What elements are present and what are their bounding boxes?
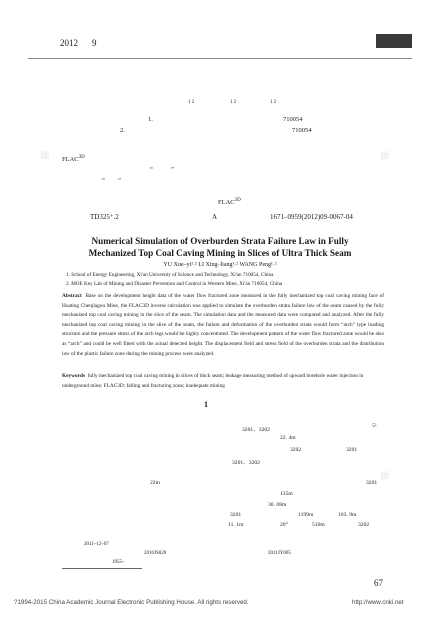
header-rule	[28, 58, 412, 59]
author-mark-3: 1 2	[270, 100, 277, 105]
body-fragment: 135m	[280, 491, 293, 497]
author-mark-2: 1 2	[230, 100, 237, 105]
flac-label: FLAC	[218, 199, 235, 207]
quote-open-2: “	[102, 177, 105, 184]
body-fragment: 3201	[230, 512, 242, 518]
quote-close-2: ”	[118, 177, 121, 184]
english-title-line-2: Mechanized Top Coal Caving Mining in Slices of Ultra Thick Seam	[88, 248, 352, 258]
body-fragment: 1199m	[298, 512, 314, 518]
body-fragment: 3201	[346, 447, 358, 453]
clc-number: TD325⁺.2	[90, 213, 119, 221]
flac-sup: 3D	[78, 155, 85, 160]
abstract-label: Abstract	[62, 293, 82, 299]
document-code: A	[212, 213, 218, 221]
affiliation-cn-1-number: 1.	[148, 116, 153, 123]
affiliation-cn-2-postcode: 710054	[292, 127, 312, 134]
body-fragment: 22m	[150, 480, 160, 486]
english-affiliation-2: 2. MOE Key Lab of Mining and Disaster Prevention and Control in Western Mine, Xi'an 710054, China	[66, 281, 283, 287]
quote-close-1: ”	[171, 166, 174, 173]
body-fragment: 22. 4m	[280, 435, 296, 441]
flac-sup: 3D	[234, 198, 241, 203]
body-fragment: 510m	[312, 522, 325, 528]
watermark: ▦	[40, 150, 50, 161]
footer-copyright: ?1994-2015 China Academic Journal Electronic Publishing House. All rights reserved.	[14, 599, 249, 606]
body-fragment: 103. 9m	[338, 512, 357, 518]
journal-logo	[376, 34, 412, 48]
quote-open-1: “	[150, 166, 153, 173]
watermark: ▦	[380, 150, 390, 161]
page-number: 67	[374, 578, 383, 588]
abstract-text: Base on the development height data of the water flow fractured zone measured in the fully mechanized top coal caving mining face of Huating Chenjiagou Mine, the FLAC3D inverse calculation was applied to simulate the overburden strata failure law of the seam caused by the fully mechanized top coal caving mining in the slice of the seam. The simulation data and the measured data were compared and analyzed. After the fully mechanized top coal caving mining in the slice of the seam, the failure and deformation of the overburden strata would form “arch” type loading structure and the pressure stress of the arch legs would be highly concentrated. The development pattern of the water flow fractured zone would be also as “arch” and could be well fitted with the actual detected height. The displacement field and stress field of the overburden strata and the distribution law of the plastic failure zone during the mining process were analyzed.	[62, 293, 384, 357]
grant-number-1: 2010JS020	[144, 551, 167, 556]
received-date: 2011–12–07	[84, 542, 109, 547]
keywords-label: Keywords	[62, 373, 85, 379]
flac-label: FLAC	[62, 156, 79, 164]
keywords-text: fully mechanized top coal caving mining in slices of thick seam; leakage measuring method of upward borehole water injection in underground mine; FLAC3D; falling and fracturing zone; inadequate mining	[62, 373, 364, 389]
keywords-cn-flac	[218, 198, 241, 206]
journal-year: 2012	[60, 38, 78, 48]
journal-issue: 9	[92, 38, 97, 48]
body-fragment: 3201	[366, 480, 378, 486]
english-abstract	[62, 292, 384, 359]
body-fragment: 20°	[280, 522, 288, 528]
author-birth-year: 1955–	[112, 560, 125, 565]
body-fragment: 3202	[290, 447, 302, 453]
section-heading-number: 1	[204, 400, 208, 409]
english-authors: YU Xue–yi¹˒² LI Xing–liang¹˒² WANG Peng¹˒²	[163, 262, 277, 268]
issn-article-number: 1671–0959(2012)09-0067-04	[270, 213, 353, 221]
watermark: ▦	[380, 470, 390, 481]
footer-url[interactable]: http://www.cnki.net	[352, 599, 404, 606]
abstract-cn-flac	[62, 155, 85, 163]
affiliation-cn-2-number: 2.	[120, 127, 125, 134]
body-fragment: 3201、3202	[232, 460, 260, 466]
english-keywords	[62, 372, 384, 391]
body-fragment: 11. 1m	[228, 522, 244, 528]
english-affiliation-1: 1. School of Energy Engineering, Xi'an University of Science and Technology, Xi'an 710054, China	[66, 272, 274, 278]
affiliation-cn-1-postcode: 710054	[283, 116, 303, 123]
footnote-rule	[62, 568, 142, 569]
grant-number-2: 2011JY005	[268, 551, 291, 556]
body-fragment: 3201、3202	[242, 427, 270, 433]
body-fragment: 5²	[372, 423, 377, 429]
body-fragment: 30. 08m	[268, 502, 287, 508]
body-fragment: 3202	[358, 522, 370, 528]
english-title-line-1: Numerical Simulation of Overburden Strata Failure Law in Fully	[91, 236, 349, 246]
author-mark-1: 1 2	[188, 100, 195, 105]
